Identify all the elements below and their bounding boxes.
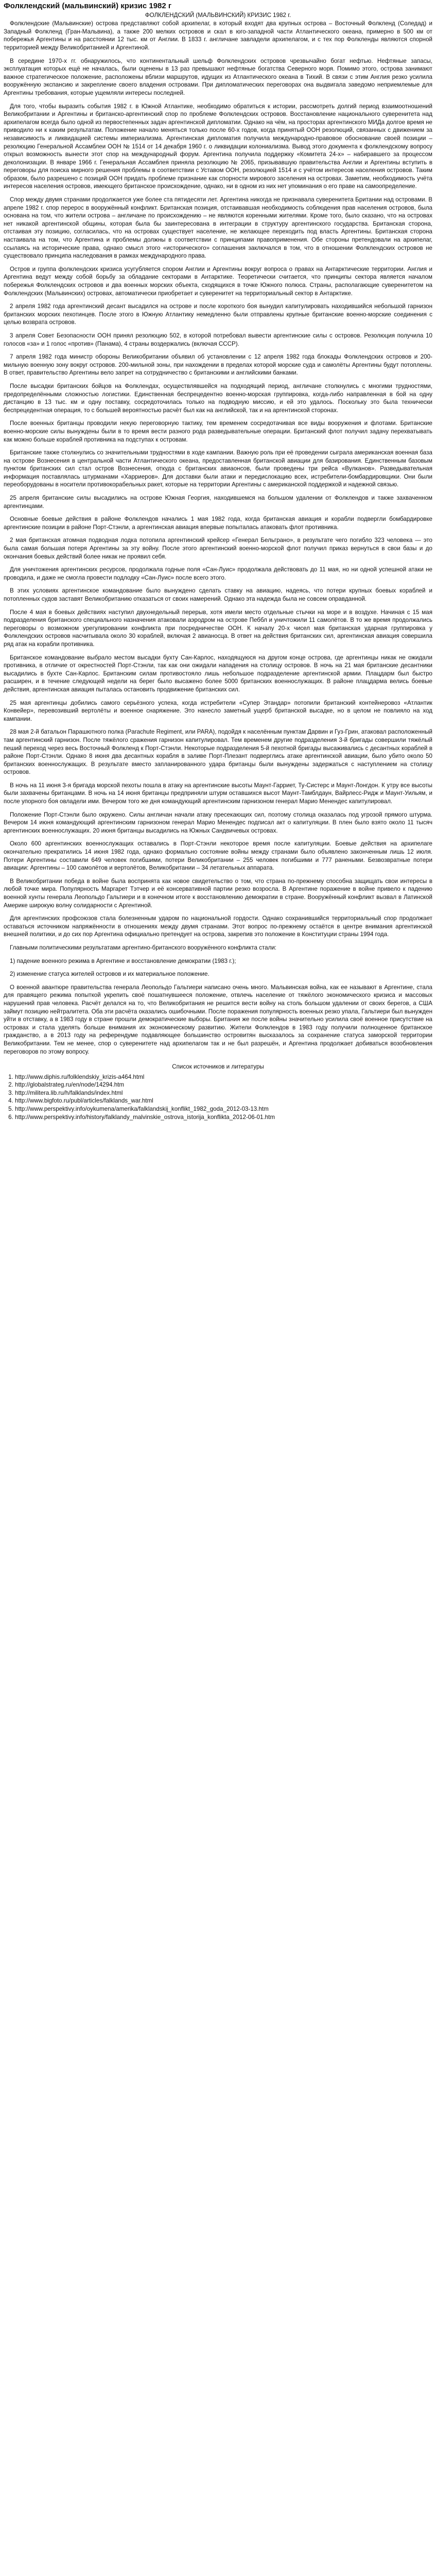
document bbox=[4, 0, 432, 1121]
paragraph: Для уничтожения аргентинских ресурсов, продолжала годные поля «Сан-Луис» продолжала действовать до 11 мая, но ни одной успешной атаки не проводила, и даже не смогла провести подлодку «Сан-Луис» после всего этого. bbox=[4, 566, 432, 581]
reference-link[interactable]: 5. http://www.perspektivy.info/oykumena/amerika/falklandskij_konflikt_1982_goda_2012-03-13.htm bbox=[15, 1105, 432, 1113]
paragraph: В середине 1970-х гг. обнаружилось, что континентальный шельф Фолклендских островов чрезвычайно богат нефтью. Нефтяные запасы, эксплуатация которых ещё не началась, были оценены в 13 раз превышают нефтяные богатства Северного моря. Помимо этого, острова занимают важное стратегическое положение, расположены вблизи маршрутов, идущих из Атлантического океана в Тихий. В связи с этим Англия резко усилила вооружённую экспансию и закрепление своего владения островами. При дипломатических переговорах она выдвигала заведомо неприемлемые для Аргентины требования, которые ущемляли интересы последней. bbox=[4, 57, 432, 96]
paragraph: Основные боевые действия в районе Фолклендов начались 1 мая 1982 года, когда британская авиация и корабли подвергли бомбардировке аргентинские позиции в районе Порт-Стэнли, а аргентинская авиация впервые попыталась атаковать флот противника. bbox=[4, 516, 432, 531]
paragraph: 2) изменение статуса жителей островов и их материальное положение. bbox=[10, 971, 210, 978]
reference-link[interactable]: 4. http://www.bigfoto.ru/publ/articles/falklands_war.html bbox=[15, 1097, 432, 1105]
paragraph: 3 апреля Совет Безопасности ООН принял резолюцию 502, в которой потребовал вывести аргентинские силы с островов. Резолюция получила 10 голосов «за» и 1 голос «против» (Панама), 4 страны воздержались (включая СССР). bbox=[4, 332, 432, 347]
paragraph: Главными политическими результатами аргентино-британского вооружённого конфликта стали: bbox=[10, 944, 277, 951]
reference-link[interactable]: 3. http://militera.lib.ru/h/falklands/index.html bbox=[15, 1089, 432, 1097]
paragraph: 25 мая аргентинцы добились самого серьёзного успеха, когда истребители «Супер Этандар» потопили британский контейнеровоз «Атлантик Конвейер», перевозивший вертолёты и военное снаряжение. Это нанесло заметный ущерб британской высадке, но в целом не повлияло на ход кампании. bbox=[4, 699, 432, 722]
paragraph: 2 мая британская атомная подводная лодка потопила аргентинский крейсер «Генерал Бельграно», в результате чего погибло 323 человека — это была самая большая потеря Аргентины за эту войну. После этого аргентинский военно-морской флот получил приказ вернуться в свои базы и до окончания боевых действий более никак не проявил себя. bbox=[4, 537, 432, 560]
paragraph: 2 апреля 1982 года аргентинский десант высадился на острове и после короткого боя вынудил капитулировать находившийся небольшой гарнизон британских морских пехотинцев. После этого в Южную Атлантику немедленно были отправлены крупные британские военно-морские соединения с целью возврата островов. bbox=[4, 303, 432, 326]
article-body bbox=[4, 20, 432, 1056]
paragraph: Положение Порт-Стэнли было окружено. Силы англичан начали атаку пресекающих сил, поэтому столица оказалась под угрозой прямого штурма. Вечером 14 июня командующий аргентинским гарнизоном генерал Марио Менендес подписал акт о капитуляции. В плен было взято около 11 тысяч аргентинских военнослужащих. 20 июня британцы высадились на Южных Сандвичевых островах. bbox=[4, 811, 432, 834]
paragraph: Для того, чтобы выразить события 1982 г. в Южной Атлантике, необходимо обратиться к истории, рассмотреть долгий период взаимоотношений Великобритании и Аргентины и британско-аргентинский спор по проблеме Фолклендских островов. Восстановление национального суверенитета над архипелагом всегда было одной из первостепенных задач аргентинской дипломатии. Однако на чём, на просторах аргентинского МИДа долгое время не приводило ни к каким результатам. Положение начало меняться только после 60-х годов, когда принятый ООН резолюций, связанных с движением за независимость и ликвидацией системы империализма. Аргентинская дипломатия получила международно-правовое обоснование своей позиции – резолюцию Генеральной Ассамблеи ООН № 1514 от 14 декабря 1960 г. о ликвидации колониализма. Вывод этого документа к фолклендскому вопросу открыл возможность вынести этот спор на международный форум. Аргентина получила поддержку «Комитета 24-х» – набиравшего за процессом деколонизации. В январе 1966 г. Генеральная Ассамблея приняла резолюцию № 2065, призывавшую правительства Англии и Аргентины вступить в переговоры для поиска мирного решения проблемы в соответствии с Уставом ООН, резолюцией 1514 и с учётом интересов населения островов. Таким образом, было разрешено с позиций ООН придать проблеме признание как спорности мирового заселения на островах. Заметим, необходимость учёта интересов населения островов, имеющего британское происхождение, однако, ни в одном из них нет упоминания о его праве на самоопределение. bbox=[4, 103, 432, 190]
paragraph: 25 апреля британские силы высадились на острове Южная Георгия, находившемся на большом удалении от Фолклендов и также захваченном аргентинцами. bbox=[4, 495, 432, 510]
references-list bbox=[4, 1073, 432, 1122]
reference-link[interactable]: 2. http://globalstrateg.ru/en/node/14294.htm bbox=[15, 1081, 432, 1089]
paragraph: 28 мая 2-й батальон Парашютного полка (Parachute Regiment, или PARA), подойдя к населённым пунктам Дарвин и Гуз-Грин, атаковал расположенный там аргентинский гарнизон. После тяжёлого сражения гарнизон капитулировал. Тем временем другие подразделения 3-й бригады совершили тяжёлый пеший переход через весь Восточный Фолкленд к Порт-Стэнли. Некоторые подразделения 5-й пехотной бригады высаживались с десантных кораблей в районе Порт-Стэнли. Однако 8 июня два десантных корабля в заливе Порт-Плезант подверглись атаке аргентинской авиации, было убито около 50 британских военнослужащих. В результате вместо запланированного удара британцы были вынуждены задержаться с наступлением на столицу островов. bbox=[4, 728, 432, 776]
paragraph: После высадки британских бойцов на Фолклендах, осуществлявшейся на подходящий период, англичане столкнулись с многими трудностями, предопределёнными сложностью логистики. Единственная беспрецедентно военно-морская группировка, когда-либо направленная в бой на одну дистанцию в 13 тыс. км и одну поставку, сосредоточилась только на подводную миссию, и ей это удалось. Поскольку это была технически беспрецедентная операция, то с большей вероятностью расчёт был как на английской, так и на аргентинской сторонах. bbox=[4, 382, 432, 414]
reference-link[interactable]: 1. http://www.diphis.ru/folklendskiy_krizis-a464.html bbox=[15, 1073, 432, 1081]
references-title: Список источников и литературы bbox=[172, 1063, 264, 1071]
paragraph: 1) падение военного режима в Аргентине и восстановление демократии (1983 г.); bbox=[10, 957, 236, 964]
paragraph: Фолклендские (Мальвинские) острова представляют собой архипелаг, в который входят два крупных острова – Восточный Фолкленд (Соледад) и Западный Фолкленд (Гран-Мальвина), а также 200 мелких островов и скал в юго-западной части Атлантического океана, примерно в 500 км от побережья Аргентины и на расстоянии 12 тыс. км от Англии. В 1833 г. англичане завладели архипелагом, и с тех пор Фолкленды являются спорной территорией между Великобританией и Аргентиной. bbox=[4, 20, 432, 51]
paragraph: В Великобритании победа в войне была воспринята как новое свидетельство о том, что страна по-прежнему способна защищать свои интересы в любой точке мира. Популярность Маргарет Тэтчер и её консервативной партии резко возросла. В Аргентине поражение в войне привело к падению военной хунты генерала Леопольдо Гальтиери и в конечном итоге к восстановлению демократии в стране. Вооружённый конфликт вызвал в Латинской Америке широкую волну солидарности с Аргентиной. bbox=[4, 877, 432, 909]
page-subtitle: ФОЛКЛЕНДСКИЙ (МАЛЬВИНСКИЙ) КРИЗИС 1982 г. bbox=[145, 11, 291, 19]
paragraph: Около 600 аргентинских военнослужащих оставались в Порт-Стэнли некоторое время после капитуляции. Боевые действия на архипелаге окончательно прекратились 14 июня 1982 года, однако формально состояние войны между странами было объявлено законченным лишь 12 июля. Потери Аргентины составили 649 человек погибшими, потери Великобритании – 255 человек погибшими и 777 ранеными. Безвозвратные потери авиации: Аргентины – 100 самолётов и вертолётов, Великобритании – 34 летательных аппарата. bbox=[4, 840, 432, 872]
paragraph: После военных британцы проводили некую переговорную тактику, тем временем сосредотачивая все виды вооружения и флотами. Британские военно-морские силы вынуждены были в то время вести разного рода разведывательные операции. Британский флот получил задачу перехватывать как можно больше кораблей противника на подступах к островам. bbox=[4, 420, 432, 443]
paragraph: Для аргентинских профсоюзов стала болезненным ударом по национальной гордости. Однако сохранившийся территориальный спор продолжает оставаться источником напряжённости в отношениях между двумя странами. Этот вопрос по-прежнему остаётся в центре внимания аргентинской внешней политики, и до сих пор Аргентина официально претендует на острова, закрепив это положение в Конституции страны 1994 года. bbox=[4, 915, 432, 938]
paragraph: О военной авантюре правительства генерала Леопольдо Гальтиери написано очень много. Мальвинская война, как ее называют в Аргентине, стала для правящего режима попыткой укрепить своё пошатнувшееся положение, отвлечь население от тяжёлого экономического кризиса и массовых нарушений прав человека. Расчёт делался на то, что Великобритания не решится вести войну на столь большом удалении от своих берегов, а США займут позицию нейтралитета. Оба эти расчёта оказались ошибочными. После поражения популярность военных резко упала, Гальтиери был вынужден уйти в отставку, а в 1983 году в стране прошли демократические выборы. Британия же после войны значительно усилила своё военное присутствие на островах и стала уделять больше внимания их экономическому развитию. Жители Фолклендов в 1983 году получили полноценное британское гражданство, а в 2013 году на референдуме подавляющее большинство островитян высказалось за сохранение статуса заморской территории Великобритании. Тем не менее, спор о суверенитете над архипелагом так и не был разрешён, и Аргентина продолжает добиваться возобновления переговоров по этому вопросу. bbox=[4, 984, 432, 1055]
paragraph: В этих условиях аргентинское командование было вынуждено сделать ставку на авиацию, надеясь, что потери крупных боевых кораблей и потопленных судов заставят Великобританию отказаться от своих намерений. Однако эта надежда была не совсем оправданной. bbox=[4, 587, 432, 602]
paragraph: Спор между двумя странами продолжается уже более ста пятидесяти лет. Аргентина никогда не признавала суверенитета Британии над островами. В апреле 1982 г. спор перерос в вооружённый конфликт. Британская позиция, отстаивавшая необходимость соблюдения прав населения островов, была основана на том, что жители острова – англичане по происхождению – не являются коренными жителями. Кроме того, было сказано, что на островах нет никакой аргентинской общины, которая была бы заинтересована в интеграции в структуру аргентинского государства. Британская сторона, отстаивая эту позицию, согласилась, что на островах существует население, не желающее переходить под власть Аргентины. Британская сторона настаивала на том, что Аргентина и проблемы должны в соответствии с принципами правоприменения. Обе стороны претендовали на архипелаг, ссылаясь на исторические права, однако смысл этого «исторического» соглашения заключался в том, что в отношении Фолклендских островов не существовало принципа наследования в рамках международного права. bbox=[4, 196, 432, 260]
paragraph: 7 апреля 1982 года министр обороны Великобритании объявил об установлении с 12 апреля 1982 года блокады Фолклендских островов и 200-мильную военную зону вокруг островов. 200-мильной зоны, при нахождении в пределах которой морские суда и самолёты Аргентины будут потоплены. В ответ, правительство Аргентины вело запрет на сотрудничество с британскими и английскими банками. bbox=[4, 353, 432, 377]
paragraph: В ночь на 11 июня 3-я бригада морской пехоты пошла в атаку на аргентинские высоты Маунт-Гарриет, Ту-Систерс и Маунт-Лонгдон. К утру все высоты были захвачены британцами. В ночь на 14 июня британцы предприняли штурм оставшихся высот Маунт-Тамблдаун, Вайрлесс-Ридж и Маунт-Уильям, и после упорного боя овладели ими. Вечером того же дня командующий аргентинским гарнизоном генерал Марио Менендес капитулировал. bbox=[4, 782, 432, 805]
paragraph: После 4 мая в боевых действиях наступил двухнедельный перерыв, хотя имели место отдельные стычки на море и в воздухе. Начиная с 15 мая подразделения британского специального назначения атаковали аэродром на острове Пеббл и уничтожили 11 самолётов. В то же время продолжались переговоры о возможном урегулировании конфликта при посредничестве ООН. К началу 20-х чисел мая британская ударная группировка у Фолклендских островов насчитывала около 30 кораблей, включая 2 авианосца. В ответ на действия британских сил, аргентинская авиация совершила ряд атак на корабли противника. bbox=[4, 608, 432, 648]
paragraph: Британские также столкнулись со значительными трудностями в ходе кампании. Важную роль при её проведении сыграла американская военная база на острове Вознесения в центральной части Атлантического океана, предоставленная британской авиации для базирования. Единственным базовым пунктом британских сил стал остров Вознесения, откуда с британских авиаонсов, были проведены три рейса «Вулканов». Разведывательная информация поставлялась штурманами «Харриеров». Для доставки были атаки и передислокацию всех, истребители-бомбардировщики. Они были переоборудованы в носители противокорабельных ракет, которые на территории Аргентины с американской поддержкой и надежной связью. bbox=[4, 449, 432, 488]
reference-link[interactable]: 6. http://www.perspektivy.info/history/falklandy_malvinskie_ostrova_istorija_konflikta_2012-06-01.htm bbox=[15, 1113, 432, 1122]
paragraph: Британское командование выбрало местом высадки бухту Сан-Карлос, находящуюся на другом конце острова, где аргентинцы никак не ожидали противника, в отличие от окрестностей Порт-Стэнли, так как они ожидали нападения на столицу островов. В ночь на 21 мая британские десантники высадились в бухте Сан-Карлос. Британским силам противостояло лишь небольшое подразделение аргентинской армии. Плацдарм был быстро расширен, и в течение следующей недели на берег было высажено более 5000 британских военнослужащих. В районе плацдарма велись боевые действия, аргентинская авиация пыталась остановить продвижение британских сил. bbox=[4, 654, 432, 693]
page-title: Фолклендский (мальвинский) кризис 1982 г bbox=[4, 2, 172, 10]
paragraph: Остров и группа фолклендских кризиса усугубляется спором Англии и Аргентины вокруг вопроса о правах на Антарктические территории. Англия и Аргентина ведут между собой борьбу за обладание секторами в Антарктике. Теоретически считается, что принципы сектора является началом побережья Фолклендских островов и два военных морских объекта, сходящихся в точке Южного полюса. Страны, располагающие суверенитетом на Фолклендских (Мальвинских) островах, автоматически приобретает и суверенитет на территориальный сектор в Антарктике. bbox=[4, 265, 432, 297]
